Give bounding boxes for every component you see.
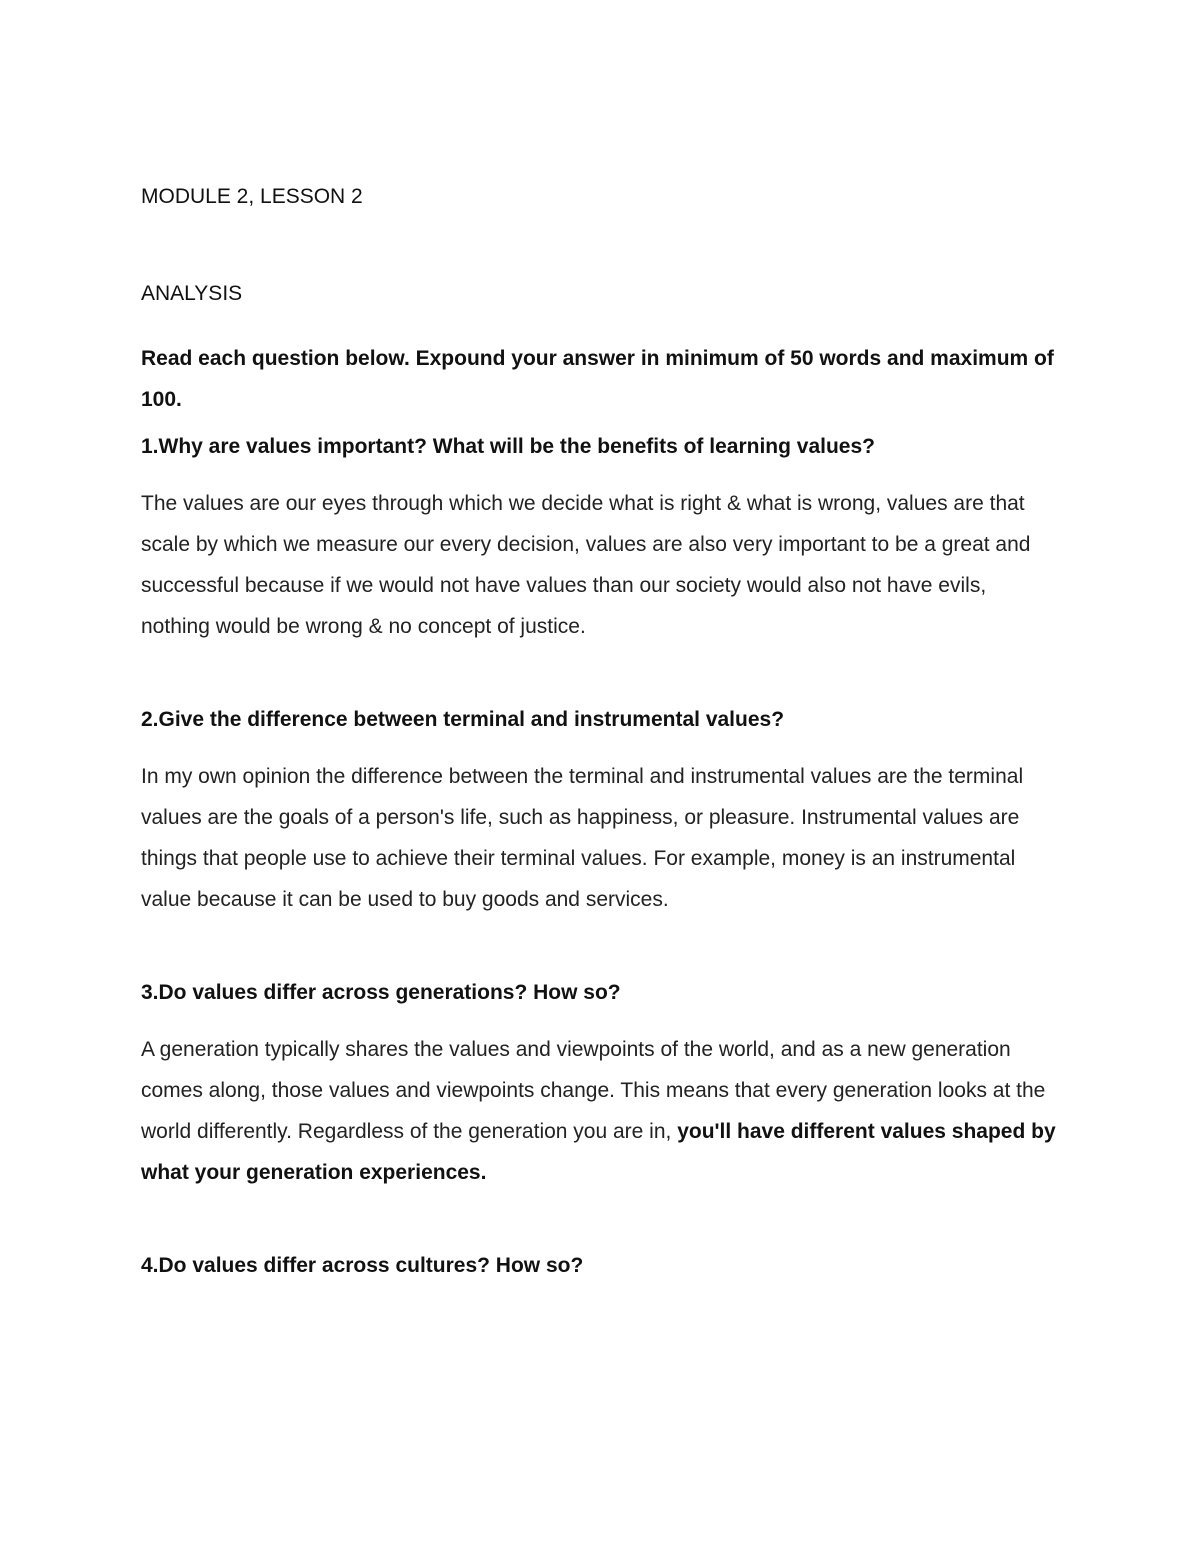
question-4: 4.Do values differ across cultures? How so?: [141, 1254, 584, 1277]
answer-2: In my own opinion the difference between the terminal and instrumental values are the terminal values are the goals of a person's life, such as happiness, or pleasure. Instrumental values are things that people use to achieve their terminal values. For example, money is an instrumental value because it can be used to buy goods and services.: [141, 765, 1024, 911]
answer-3-text: A generation typically shares the values and viewpoints of the world, and as a new generation comes along, those values and viewpoints change. This means that every generation looks at the world differently. Regardless of the generation you are in,: [141, 1038, 1046, 1143]
question-2: 2.Give the difference between terminal and instrumental values?: [141, 708, 785, 731]
section-heading: ANALYSIS: [141, 282, 243, 305]
question-3: 3.Do values differ across generations? How so?: [141, 981, 621, 1004]
answer-3: [141, 1029, 1056, 1193]
answer-1: The values are our eyes through which we decide what is right & what is wrong, values are that scale by which we measure our every decision, values are also very important to be a great and successful because if we would not have values than our society would also not have evils, nothing would be wrong & no concept of justice.: [141, 492, 1031, 638]
question-1: 1.Why are values important? What will be the benefits of learning values?: [141, 435, 875, 458]
instructions: Read each question below. Expound your answer in minimum of 50 words and maximum of 100.: [141, 347, 1054, 411]
document-title: MODULE 2, LESSON 2: [141, 185, 363, 208]
document-body: [141, 183, 1056, 1302]
answer-3-emphasis: you'll have different values shaped by what your generation experiences.: [141, 1120, 1056, 1184]
